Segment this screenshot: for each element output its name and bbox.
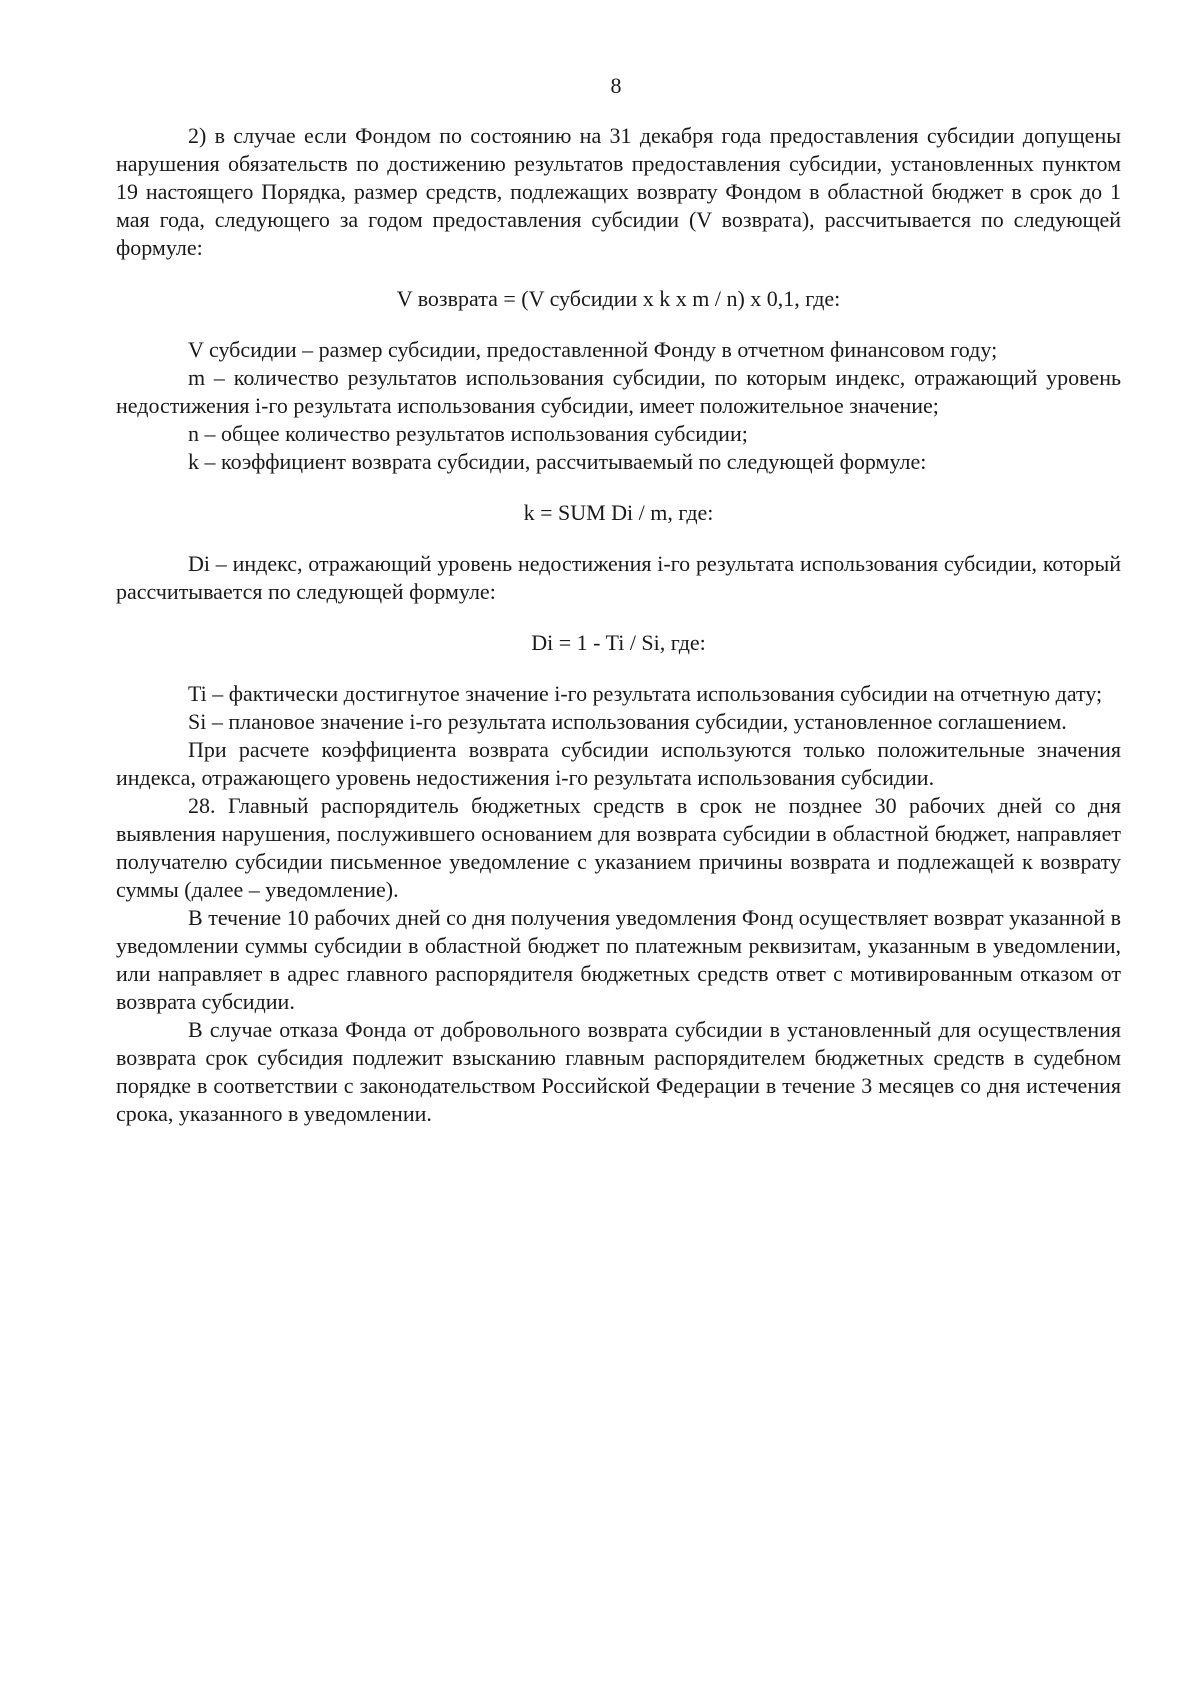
definition-ti: Ti – фактически достигнутое значение i-го результата использования субсидии на отчетную дату; [188, 681, 1103, 706]
formula-v-refund: V возврата = (V субсидии x k x m / n) x 0,1, где: [396, 286, 841, 311]
definition-di: Di – индекс, отражающий уровень недостижения i-го результата использования субсидии, который рассчитывается по следующей формуле: [116, 551, 1121, 604]
page-number: 8 [610, 73, 622, 98]
definition-si: Si – плановое значение i-го результата использования субсидии, установленное соглашением. [188, 709, 1067, 734]
paragraph-28-notification: 28. Главный распорядитель бюджетных средств в срок не позднее 30 рабочих дней со дня выявления нарушения, послужившего основанием для возврата субсидии в областной бюджет, направляет получателю субсидии письменное уведомление с указанием причины возврата и подлежащей к возврату суммы (далее – уведомление). [116, 793, 1121, 902]
document-body [116, 122, 1121, 1128]
paragraph-refund-calculation: 2) в случае если Фондом по состоянию на 31 декабря года предоставления субсидии допущены нарушения обязательств по достижению результатов предоставления субсидии, установленных пунктом 19 настоящего Порядка, размер средств, подлежащих возврату Фондом в областной бюджет в срок до 1 мая года, следующего за годом предоставления субсидии (V возврата), рассчитывается по следующей формуле: [116, 123, 1121, 260]
definition-v-subsidy: V субсидии – размер субсидии, предоставленной Фонду в отчетном финансовом году; [188, 337, 998, 362]
definition-m: m – количество результатов использования субсидии, по которым индекс, отражающий уровень недостижения i-го результата использования субсидии, имеет положительное значение; [116, 365, 1121, 418]
paragraph-positive-values: При расчете коэффициента возврата субсидии используются только положительные значения индекса, отражающего уровень недостижения i-го результата использования субсидии. [116, 737, 1121, 790]
paragraph-refusal-court: В случае отказа Фонда от добровольного возврата субсидии в установленный для осуществления возврата срок субсидия подлежит взысканию главным распорядителем бюджетных средств в судебном порядке в соответствии с законодательством Российской Федерации в течение 3 месяцев со дня истечения срока, указанного в уведомлении. [116, 1017, 1121, 1126]
definition-n: n – общее количество результатов использования субсидии; [188, 421, 748, 446]
formula-di: Di = 1 - Ti / Si, где: [531, 630, 706, 655]
formula-k: k = SUM Di / m, где: [523, 500, 714, 525]
paragraph-refund-deadline: В течение 10 рабочих дней со дня получения уведомления Фонд осуществляет возврат указанной в уведомлении суммы субсидии в областной бюджет по платежным реквизитам, указанным в уведомлении, или направляет в адрес главного распорядителя бюджетных средств ответ с мотивированным отказом от возврата субсидии. [116, 905, 1121, 1014]
definition-k: k – коэффициент возврата субсидии, рассчитываемый по следующей формуле: [188, 449, 927, 474]
